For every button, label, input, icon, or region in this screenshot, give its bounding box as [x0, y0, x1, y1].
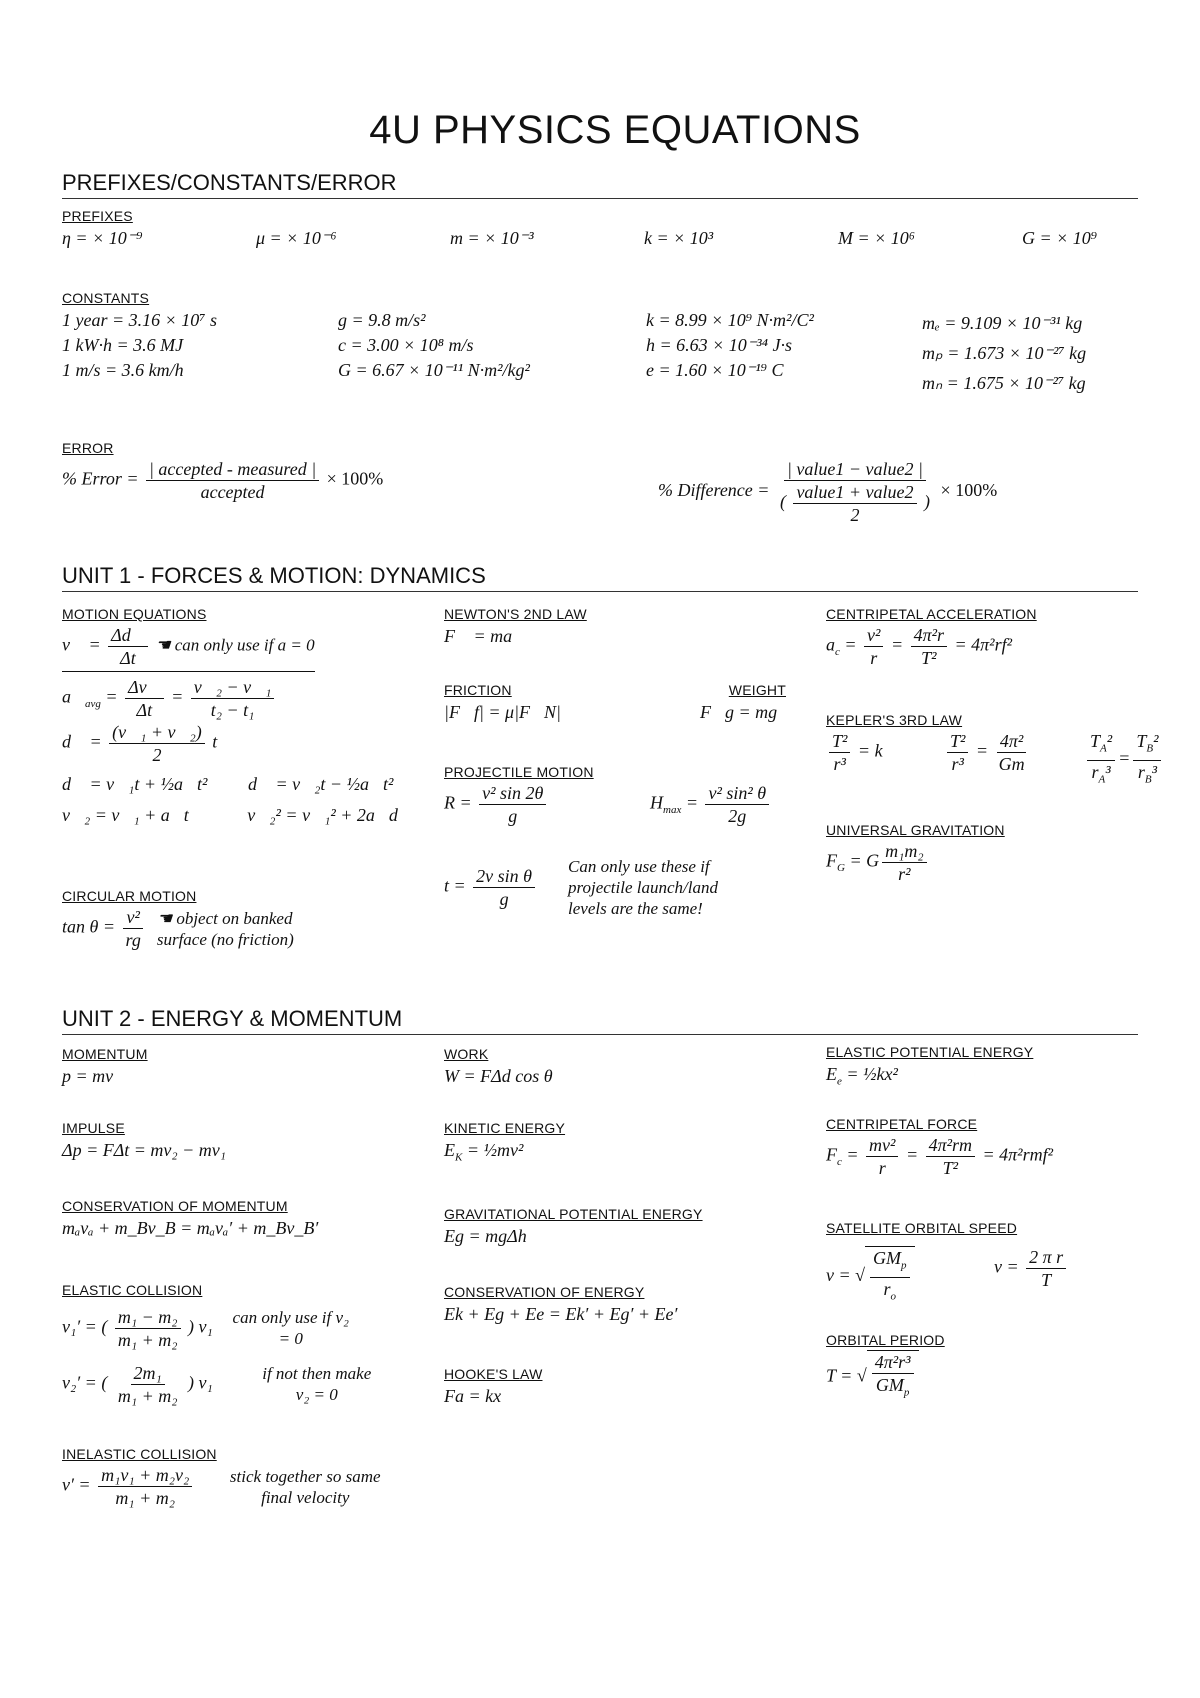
kepler-block: KEPLER'S 3RD LAW $\frac{\text{T²}}{\text{r³}}$ = k $\frac{\text{T²}}{\text{r³}}$ = $\frac{\text{4π²}}{Gm}$ $\frac{T_A^2}{r_A^3}$ = $\frac{T_B^2}{r_B^3}$: [826, 712, 1171, 786]
weight-label: WEIGHT: [728, 682, 786, 698]
hookes-law-block: [444, 1366, 804, 1409]
const-mp: mₚ = 1.673 × 10⁻²⁷ kg: [922, 343, 1087, 363]
newton-equation: F⃗ = ma⃗: [444, 626, 527, 646]
constants-block: [62, 290, 1162, 398]
prefixes-block: [62, 208, 1162, 252]
gravitational-potential-energy-label: GRAVITATIONAL POTENTIAL ENERGY: [444, 1206, 703, 1222]
section-heading-unit2: UNIT 2 - ENERGY & MOMENTUM: [62, 1006, 1138, 1035]
momentum-block: [62, 1046, 422, 1089]
universal-gravitation-block: UNIVERSAL GRAVITATION $F_G = G$ $\frac{\text{m₁m₂}}{\text{r²}}$: [826, 822, 1166, 885]
elastic-potential-energy-block: ELASTIC POTENTIAL ENERGY $E_e$ = ½kx²: [826, 1044, 1166, 1095]
const-k: k = 8.99 × 10⁹ N·m²/C²: [646, 310, 814, 330]
prefixes-label: PREFIXES: [62, 208, 133, 224]
const-kwh: 1 kW·h = 3.6 MJ: [62, 335, 184, 355]
gravitational-potential-energy-block: [444, 1206, 804, 1249]
inelastic-collision-label: INELASTIC COLLISION: [62, 1446, 217, 1462]
conservation-of-energy-label: CONSERVATION OF ENERGY: [444, 1284, 645, 1300]
prefix-nano: η = × 10⁻⁹: [62, 228, 143, 248]
projectile-motion-block: PROJECTILE MOTION R = $\frac{\text{v² sin 2θ}}{g}$ $H_{max}$ = $\frac{\text{v² sin² θ}}{2g}$ t = $\frac{\text{2v sin θ}}{g}$ Can only use these if projectile launch/land levels are the same!: [444, 764, 804, 919]
const-G: G = 6.67 × 10⁻¹¹ N·m²/kg²: [338, 360, 530, 380]
prefix-kilo: k = × 10³: [644, 228, 714, 248]
work-block: [444, 1046, 804, 1089]
conservation-of-momentum-block: [62, 1198, 422, 1241]
impulse-block: [62, 1120, 422, 1163]
weight-equation: F⃗g = mg⃗: [700, 702, 792, 722]
prefix-milli: m = × 10⁻³: [450, 228, 534, 248]
friction-label: FRICTION: [444, 682, 512, 698]
const-me: mₑ = 9.109 × 10⁻³¹ kg: [922, 313, 1083, 333]
prefix-giga: G = × 10⁹: [1022, 228, 1098, 248]
conservation-of-momentum-label: CONSERVATION OF MOMENTUM: [62, 1198, 288, 1214]
orbital-period-block: ORBITAL PERIOD T = √ $\frac{\text{4π²r³}}{GM_p}$: [826, 1332, 1166, 1404]
friction-equation: |F⃗f| = μ|F⃗N|: [444, 702, 561, 722]
momentum-label: MOMENTUM: [62, 1046, 148, 1062]
impulse-label: IMPULSE: [62, 1120, 125, 1136]
page-title: 4U PHYSICS EQUATIONS: [369, 108, 861, 152]
work-equation: W = FΔd cos θ: [444, 1066, 553, 1086]
circular-motion-note: ☚ object on banked surface (no friction): [156, 908, 294, 949]
motion-equations-label: MOTION EQUATIONS: [62, 606, 207, 622]
const-year: 1 year = 3.16 × 10⁷ s: [62, 310, 218, 330]
newton-label: NEWTON'S 2ND LAW: [444, 606, 587, 622]
impulse-equation: Δp = FΔt = mv₂ − mv₁: [62, 1140, 227, 1160]
const-mn: mₙ = 1.675 × 10⁻²⁷ kg: [922, 373, 1086, 393]
inelastic-collision-block: INELASTIC COLLISION v′ = $\frac{\text{m₁v₁ + m₂v₂}}{\text{m₁ + m₂}}$ stick together so same final velocity: [62, 1446, 442, 1509]
constants-label: CONSTANTS: [62, 290, 150, 306]
circular-motion-label: CIRCULAR MOTION: [62, 888, 197, 904]
const-c: c = 3.00 × 10⁸ m/s: [338, 335, 474, 355]
error-label: ERROR: [62, 440, 114, 456]
projectile-note: Can only use these if projectile launch/land levels are the same!: [568, 857, 718, 918]
work-label: WORK: [444, 1046, 489, 1062]
hookes-law-equation: Fa = kx: [444, 1386, 502, 1406]
percent-error-equation: % Error = $\frac{\text{| accepted - measured |}}{\text{accepted}}$ × 100%: [62, 459, 384, 502]
elastic-collision-note-2: if not then make v₂ = 0: [262, 1364, 372, 1404]
kinetic-energy-label: KINETIC ENERGY: [444, 1120, 566, 1136]
circular-motion-block: CIRCULAR MOTION tan θ = $\frac{\text{v²}}{rg}$ ☚ object on banked surface (no friction): [62, 888, 402, 951]
weight-block: [700, 682, 792, 725]
centripetal-force-block: CENTRIPETAL FORCE $F_c$ = $\frac{\text{mv²}}{r}$ = $\frac{\text{4π²rm}}{\text{T²}}$ = 4π²rmf²: [826, 1116, 1166, 1179]
conservation-of-energy-block: [444, 1284, 804, 1327]
motion-equations-block: MOTION EQUATIONS v⃗ = $\frac{\Delta d⃗}{\Delta t}$ ☚ can only use if a = 0 $a⃗_{avg}$ = $\frac{\Delta v⃗}{\Delta t}$ = $\frac{\text{v⃗₂ − v⃗₁}}{\text{t₂ − t₁}}$ d⃗ = $\frac{\text{(v⃗₁ + v⃗₂)}}{2}$ t d⃗ = v⃗₁t + ½a⃗t² d⃗ = v⃗₂t − ½a⃗t² v⃗₂ = v⃗₁ + a⃗t v⃗₂² = v⃗₁² + 2a⃗d⃗: [62, 606, 412, 825]
conservation-of-energy-equation: Ek + Eg + Ee = Ek′ + Eg′ + Ee′: [444, 1304, 678, 1324]
elastic-potential-energy-label: ELASTIC POTENTIAL ENERGY: [826, 1044, 1034, 1060]
satellite-orbital-speed-block: SATELLITE ORBITAL SPEED v = √ $\frac{GM_p}{r_o}$ v = $\frac{\text{2 π r}}{T}$: [826, 1220, 1166, 1298]
satellite-orbital-speed-label: SATELLITE ORBITAL SPEED: [826, 1220, 1018, 1236]
const-ms: 1 m/s = 3.6 km/h: [62, 360, 184, 380]
elastic-collision-note-1: can only use if v₂ = 0: [232, 1308, 349, 1348]
hookes-law-label: HOOKE'S LAW: [444, 1366, 543, 1382]
kepler-label: KEPLER'S 3RD LAW: [826, 712, 963, 728]
kinetic-energy-block: KINETIC ENERGY $E_K$ = ½mv²: [444, 1120, 804, 1171]
centripetal-acceleration-block: CENTRIPETAL ACCELERATION $a_c$ = $\frac{\text{v²}}{r}$ = $\frac{\text{4π²r}}{\text{T²}}$ = 4π²rf²: [826, 606, 1166, 669]
momentum-equation: p = mv: [62, 1066, 114, 1086]
prefix-micro: μ = × 10⁻⁶: [256, 228, 337, 248]
error-block: [62, 440, 1162, 528]
prefix-mega: M = × 10⁶: [838, 228, 916, 248]
section-heading-prefixes: PREFIXES/CONSTANTS/ERROR: [62, 170, 1138, 199]
orbital-period-label: ORBITAL PERIOD: [826, 1332, 945, 1348]
const-g: g = 9.8 m/s²: [338, 310, 426, 330]
const-e: e = 1.60 × 10⁻¹⁹ C: [646, 360, 784, 380]
elastic-collision-label: ELASTIC COLLISION: [62, 1282, 203, 1298]
universal-gravitation-label: UNIVERSAL GRAVITATION: [826, 822, 1005, 838]
elastic-collision-block: ELASTIC COLLISION v₁′ = ( $\frac{\text{m₁ − m₂}}{\text{m₁ + m₂}}$ ) v₁ can only use if v₂ = 0 v₂′ = ( $\frac{\text{2m₁}}{\text{m₁ + m₂}}$ ) v₁ if not then make v₂ = 0: [62, 1282, 422, 1412]
centripetal-force-label: CENTRIPETAL FORCE: [826, 1116, 978, 1132]
conservation-of-momentum-equation: mₐvₐ + m_Bv_B = mₐvₐ′ + m_Bv_B′: [62, 1218, 319, 1238]
section-heading-unit1: UNIT 1 - FORCES & MOTION: DYNAMICS: [62, 563, 1138, 592]
inelastic-collision-note: stick together so same final velocity: [229, 1466, 381, 1507]
centripetal-acceleration-label: CENTRIPETAL ACCELERATION: [826, 606, 1037, 622]
newton-block: [444, 606, 784, 649]
percent-difference-equation: % Difference = | value1 − value2 | ( $\frac{\text{value1 + value2}}{2}$ ) × 100%: [658, 459, 998, 525]
velocity-note: ☚ can only use if a = 0: [155, 635, 315, 655]
gravitational-potential-energy-equation: Eg = mgΔh: [444, 1226, 527, 1246]
const-h: h = 6.63 × 10⁻³⁴ J·s: [646, 335, 792, 355]
projectile-motion-label: PROJECTILE MOTION: [444, 764, 594, 780]
